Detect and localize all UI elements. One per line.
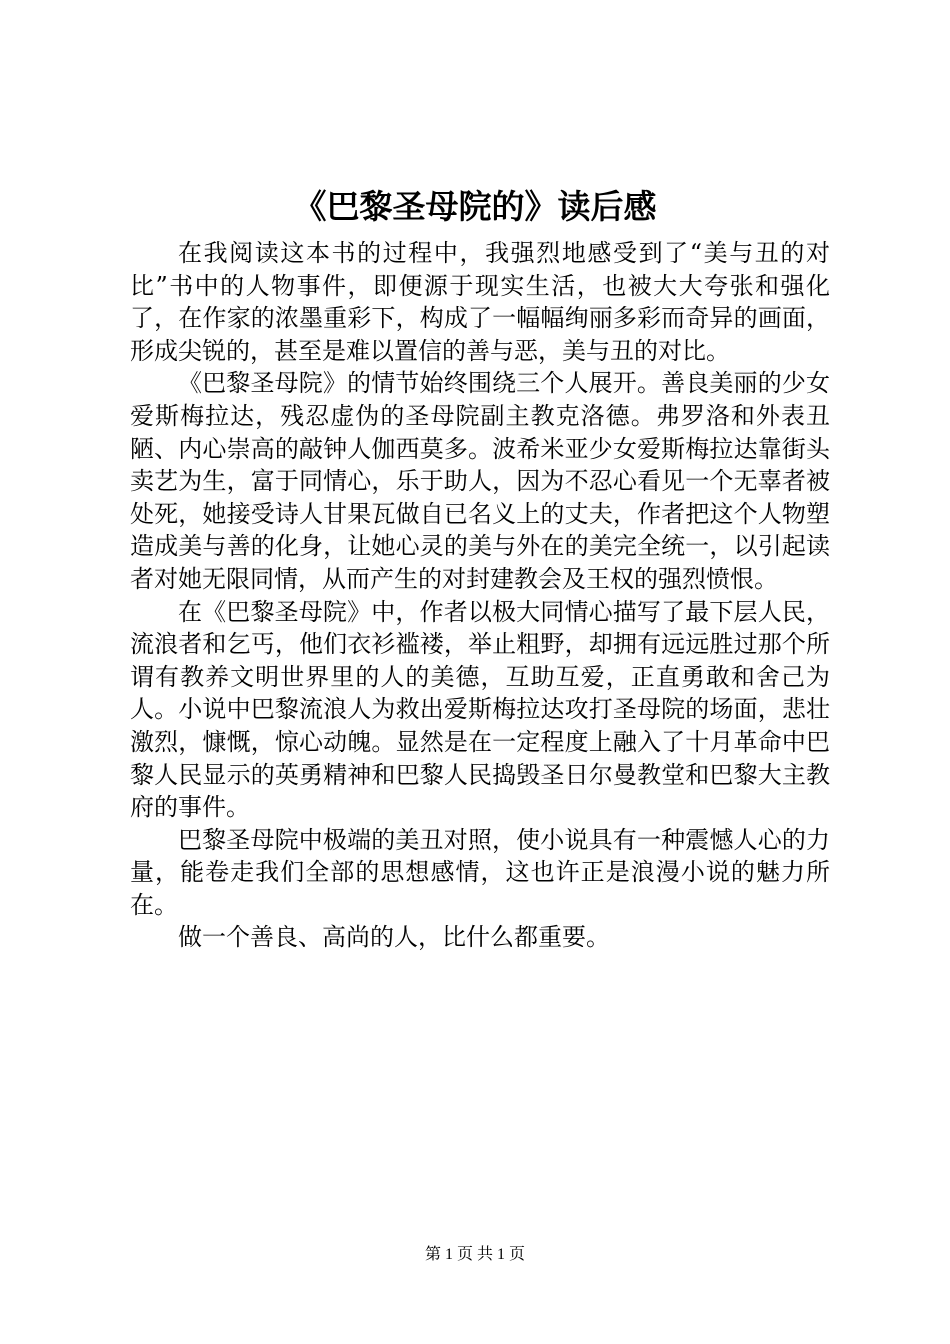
page-footer: 第 1 页 共 1 页 <box>424 1246 525 1263</box>
paragraph: 在我阅读这本书的过程中，我强烈地感受到了“美与丑的对比”书中的人物事件，即便源于现实生活，也被大大夸张和强化了，在作家的浓墨重彩下，构成了一幅幅绚丽多彩而奇异的画面，形成尖锐的，甚至是难以置信的善与恶，美与丑的对比。 <box>130 239 830 365</box>
paragraph: 巴黎圣母院中极端的美丑对照，使小说具有一种震憾人心的力量，能卷走我们全部的思想感情，这也许正是浪漫小说的魅力所在。 <box>130 825 830 919</box>
document-body <box>130 237 830 954</box>
paragraph: 在《巴黎圣母院》中，作者以极大同情心描写了最下层人民，流浪者和乞丐，他们衣衫褴褛，举止粗野，却拥有远远胜过那个所谓有教养文明世界里的人的美德，互助互爱，正直勇敢和舍己为人。小说中巴黎流浪人为救出爱斯梅拉达攻打圣母院的场面，悲壮激烈，慷慨，惊心动魄。显然是在一定程度上融入了十月革命中巴黎人民显示的英勇精神和巴黎人民捣毁圣日尔曼教堂和巴黎大主教府的事件。 <box>130 597 830 822</box>
paragraph: 做一个善良、高尚的人，比什么都重要。 <box>178 923 610 952</box>
paragraph: 《巴黎圣母院》的情节始终围绕三个人展开。善良美丽的少女爱斯梅拉达，残忍虚伪的圣母院副主教克洛德。弗罗洛和外表丑陋、内心崇高的敲钟人伽西莫多。波希米亚少女爱斯梅拉达靠街头卖艺为生，富于同情心，乐于助人，因为不忍心看见一个无辜者被处死，她接受诗人甘果瓦做自已名义上的丈夫，作者把这个人物塑造成美与善的化身，让她心灵的美与外在的美完全统一，以引起读者对她无限同情，从而产生的对封建教会及王权的强烈愤恨。 <box>130 369 830 593</box>
document-title: 《巴黎圣母院的》读后感 <box>293 187 657 226</box>
